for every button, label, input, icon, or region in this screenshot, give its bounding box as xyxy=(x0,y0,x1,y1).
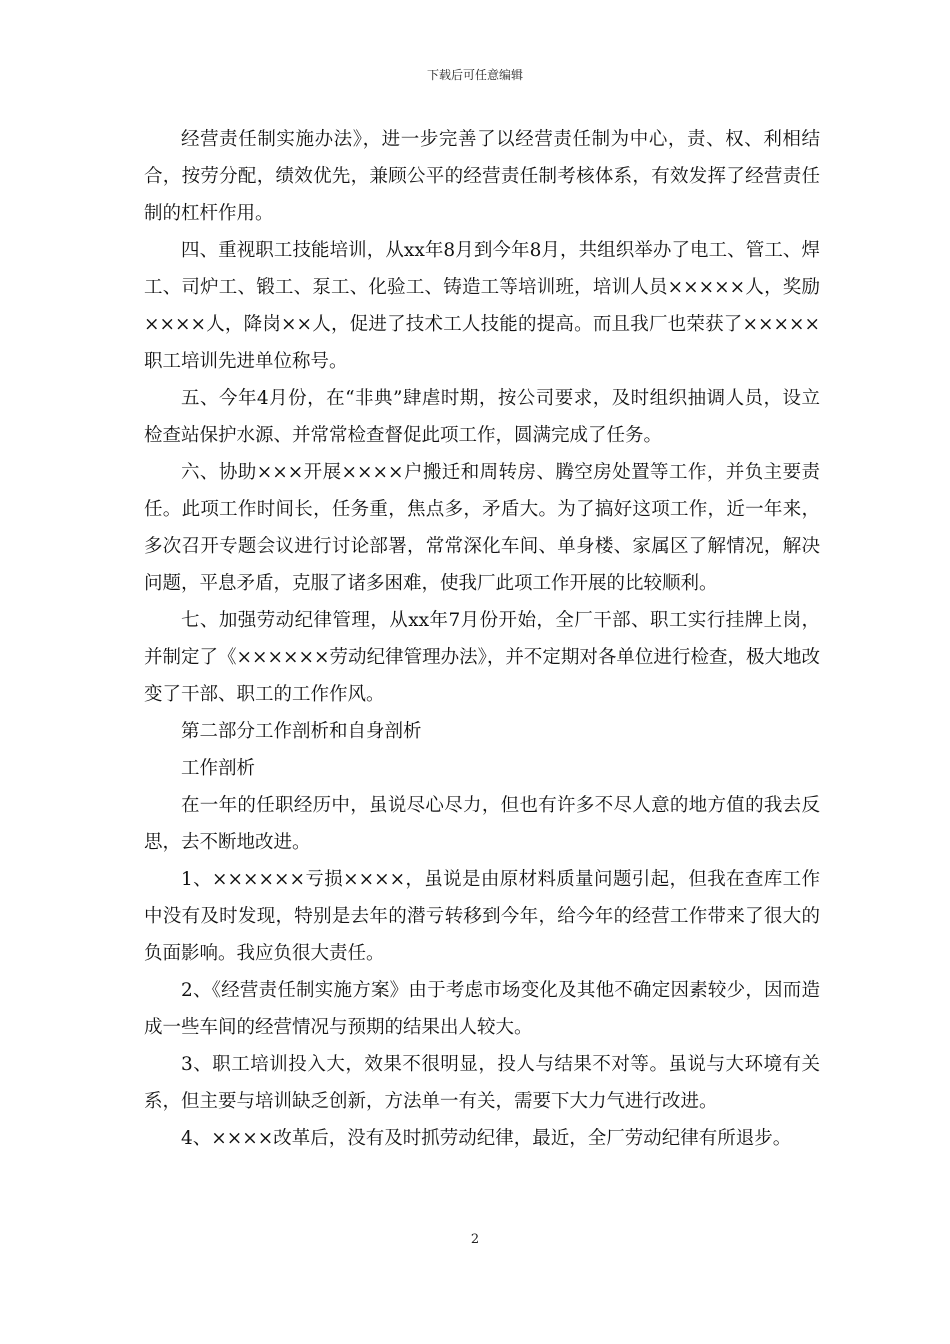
paragraph: 六、协助×××开展××××户搬迁和周转房、腾空房处置等工作，并负主要责任。此项工作时间长，任务重，焦点多，矛盾大。为了搞好这项工作，近一年来，多次召开专题会议进行讨论部署，常常深化车间、单身楼、家属区了解情况，解决问题，平息矛盾，克服了诸多困难，使我厂此项工作开展的比较顺利。 xyxy=(144,462,820,594)
document-body xyxy=(144,121,820,1157)
subsection-heading: 工作剖析 xyxy=(181,758,256,779)
paragraph: 4、××××改革后，没有及时抓劳动纪律，最近，全厂劳动纪律有所退步。 xyxy=(181,1128,792,1149)
paragraph: 2、《经营责任制实施方案》由于考虑市场变化及其他不确定因素较少，因而造成一些车间的经营情况与预期的结果出人较大。 xyxy=(144,980,820,1038)
paragraph: 五、今年4月份，在“非典”肆虐时期，按公司要求，及时组织抽调人员，设立检查站保护水源、并常常检查督促此项工作，圆满完成了任务。 xyxy=(144,388,820,446)
paragraph: 七、加强劳动纪律管理，从xx年7月份开始，全厂干部、职工实行挂牌上岗，并制定了《××××××劳动纪律管理办法》，并不定期对各单位进行检查，极大地改变了干部、职工的工作作风。 xyxy=(144,610,820,705)
page-number: 2 xyxy=(470,1232,480,1247)
section-heading: 第二部分工作剖析和自身剖析 xyxy=(181,721,422,742)
paragraph: 经营责任制实施办法》，进一步完善了以经营责任制为中心，责、权、利相结合，按劳分配，绩效优先，兼顾公平的经营责任制考核体系，有效发挥了经营责任制的杠杆作用。 xyxy=(144,129,820,224)
paragraph: 3、职工培训投入大，效果不很明显，投人与结果不对等。虽说与大环境有关系，但主要与培训缺乏创新，方法单一有关，需要下大力气进行改进。 xyxy=(144,1054,820,1112)
paragraph: 在一年的任职经历中，虽说尽心尽力，但也有许多不尽人意的地方值的我去反思，去不断地改进。 xyxy=(144,795,820,853)
page-header: 下载后可任意编辑 xyxy=(426,68,523,82)
paragraph: 四、重视职工技能培训，从xx年8月到今年8月，共组织举办了电工、管工、焊工、司炉工、锻工、泵工、化验工、铸造工等培训班，培训人员×××××人，奖励××××人，降岗××人，促进了技术工人技能的提高。而且我厂也荣获了×××××职工培训先进单位称号。 xyxy=(144,240,820,372)
paragraph: 1、××××××亏损××××，虽说是由原材料质量问题引起，但我在查库工作中没有及时发现，特别是去年的潜亏转移到今年，给今年的经营工作带来了很大的负面影响。我应负很大责任。 xyxy=(144,869,820,964)
